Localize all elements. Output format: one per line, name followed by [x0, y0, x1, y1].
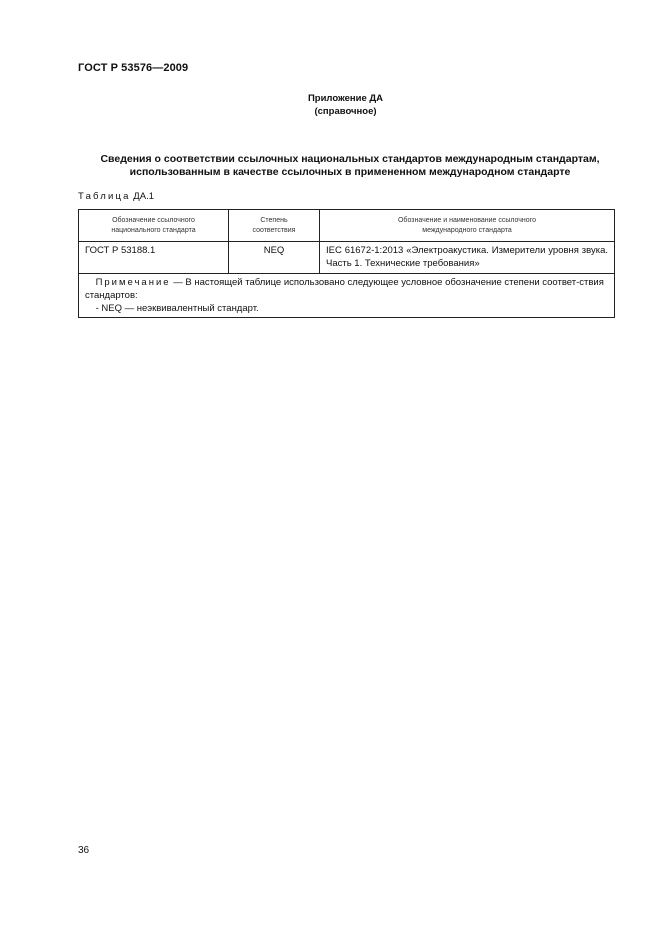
note-body: — В настоящей таблице использовано следующее условное обозначение степени соответ-ствия стандартов: [85, 277, 604, 301]
appendix-title: Приложение ДА [307, 93, 384, 104]
document-header: ГОСТ Р 53576—2009 [78, 62, 189, 74]
section-heading-line1: Сведения о соответствии ссылочных национальных стандартов международным стандартам, [100, 153, 600, 165]
column-header-degree-line1: Степень [260, 216, 288, 224]
cell-international-standard: IEC 61672-1:2013 «Электроакустика. Измерители уровня звука. Часть 1. Технические требования» [320, 242, 615, 274]
section-heading-line2: использованным в качестве ссылочных в примененном международном стандарте [129, 166, 571, 178]
page-number: 36 [78, 845, 90, 856]
section-heading [60, 153, 640, 179]
appendix-block [0, 92, 661, 118]
column-header-international-line1: Обозначение и наименование ссылочного [397, 216, 536, 224]
table-row [79, 242, 615, 274]
note-label: Примечание [95, 277, 171, 288]
table-header-row [79, 210, 615, 242]
table-note-text [85, 276, 608, 302]
column-header-degree [229, 210, 320, 242]
column-header-national [79, 210, 229, 242]
table-note-row [79, 274, 615, 318]
table-caption-word: Таблица [78, 191, 131, 202]
column-header-international-line2: международного стандарта [422, 226, 512, 234]
table-caption-id: ДА.1 [133, 191, 154, 202]
column-header-national-line1: Обозначение ссылочного [112, 216, 195, 224]
cell-degree: NEQ [229, 242, 320, 274]
note-item-text: - NEQ — неэквивалентный стандарт. [95, 303, 259, 314]
note-item [85, 302, 608, 315]
table-caption [78, 191, 154, 202]
appendix-subtitle: (справочное) [314, 106, 377, 117]
column-header-international [320, 210, 615, 242]
table-note [79, 274, 615, 318]
column-header-national-line2: национального стандарта [111, 226, 196, 234]
reference-table [78, 209, 615, 318]
cell-national-standard: ГОСТ Р 53188.1 [79, 242, 229, 274]
column-header-degree-line2: соответствия [252, 226, 296, 234]
